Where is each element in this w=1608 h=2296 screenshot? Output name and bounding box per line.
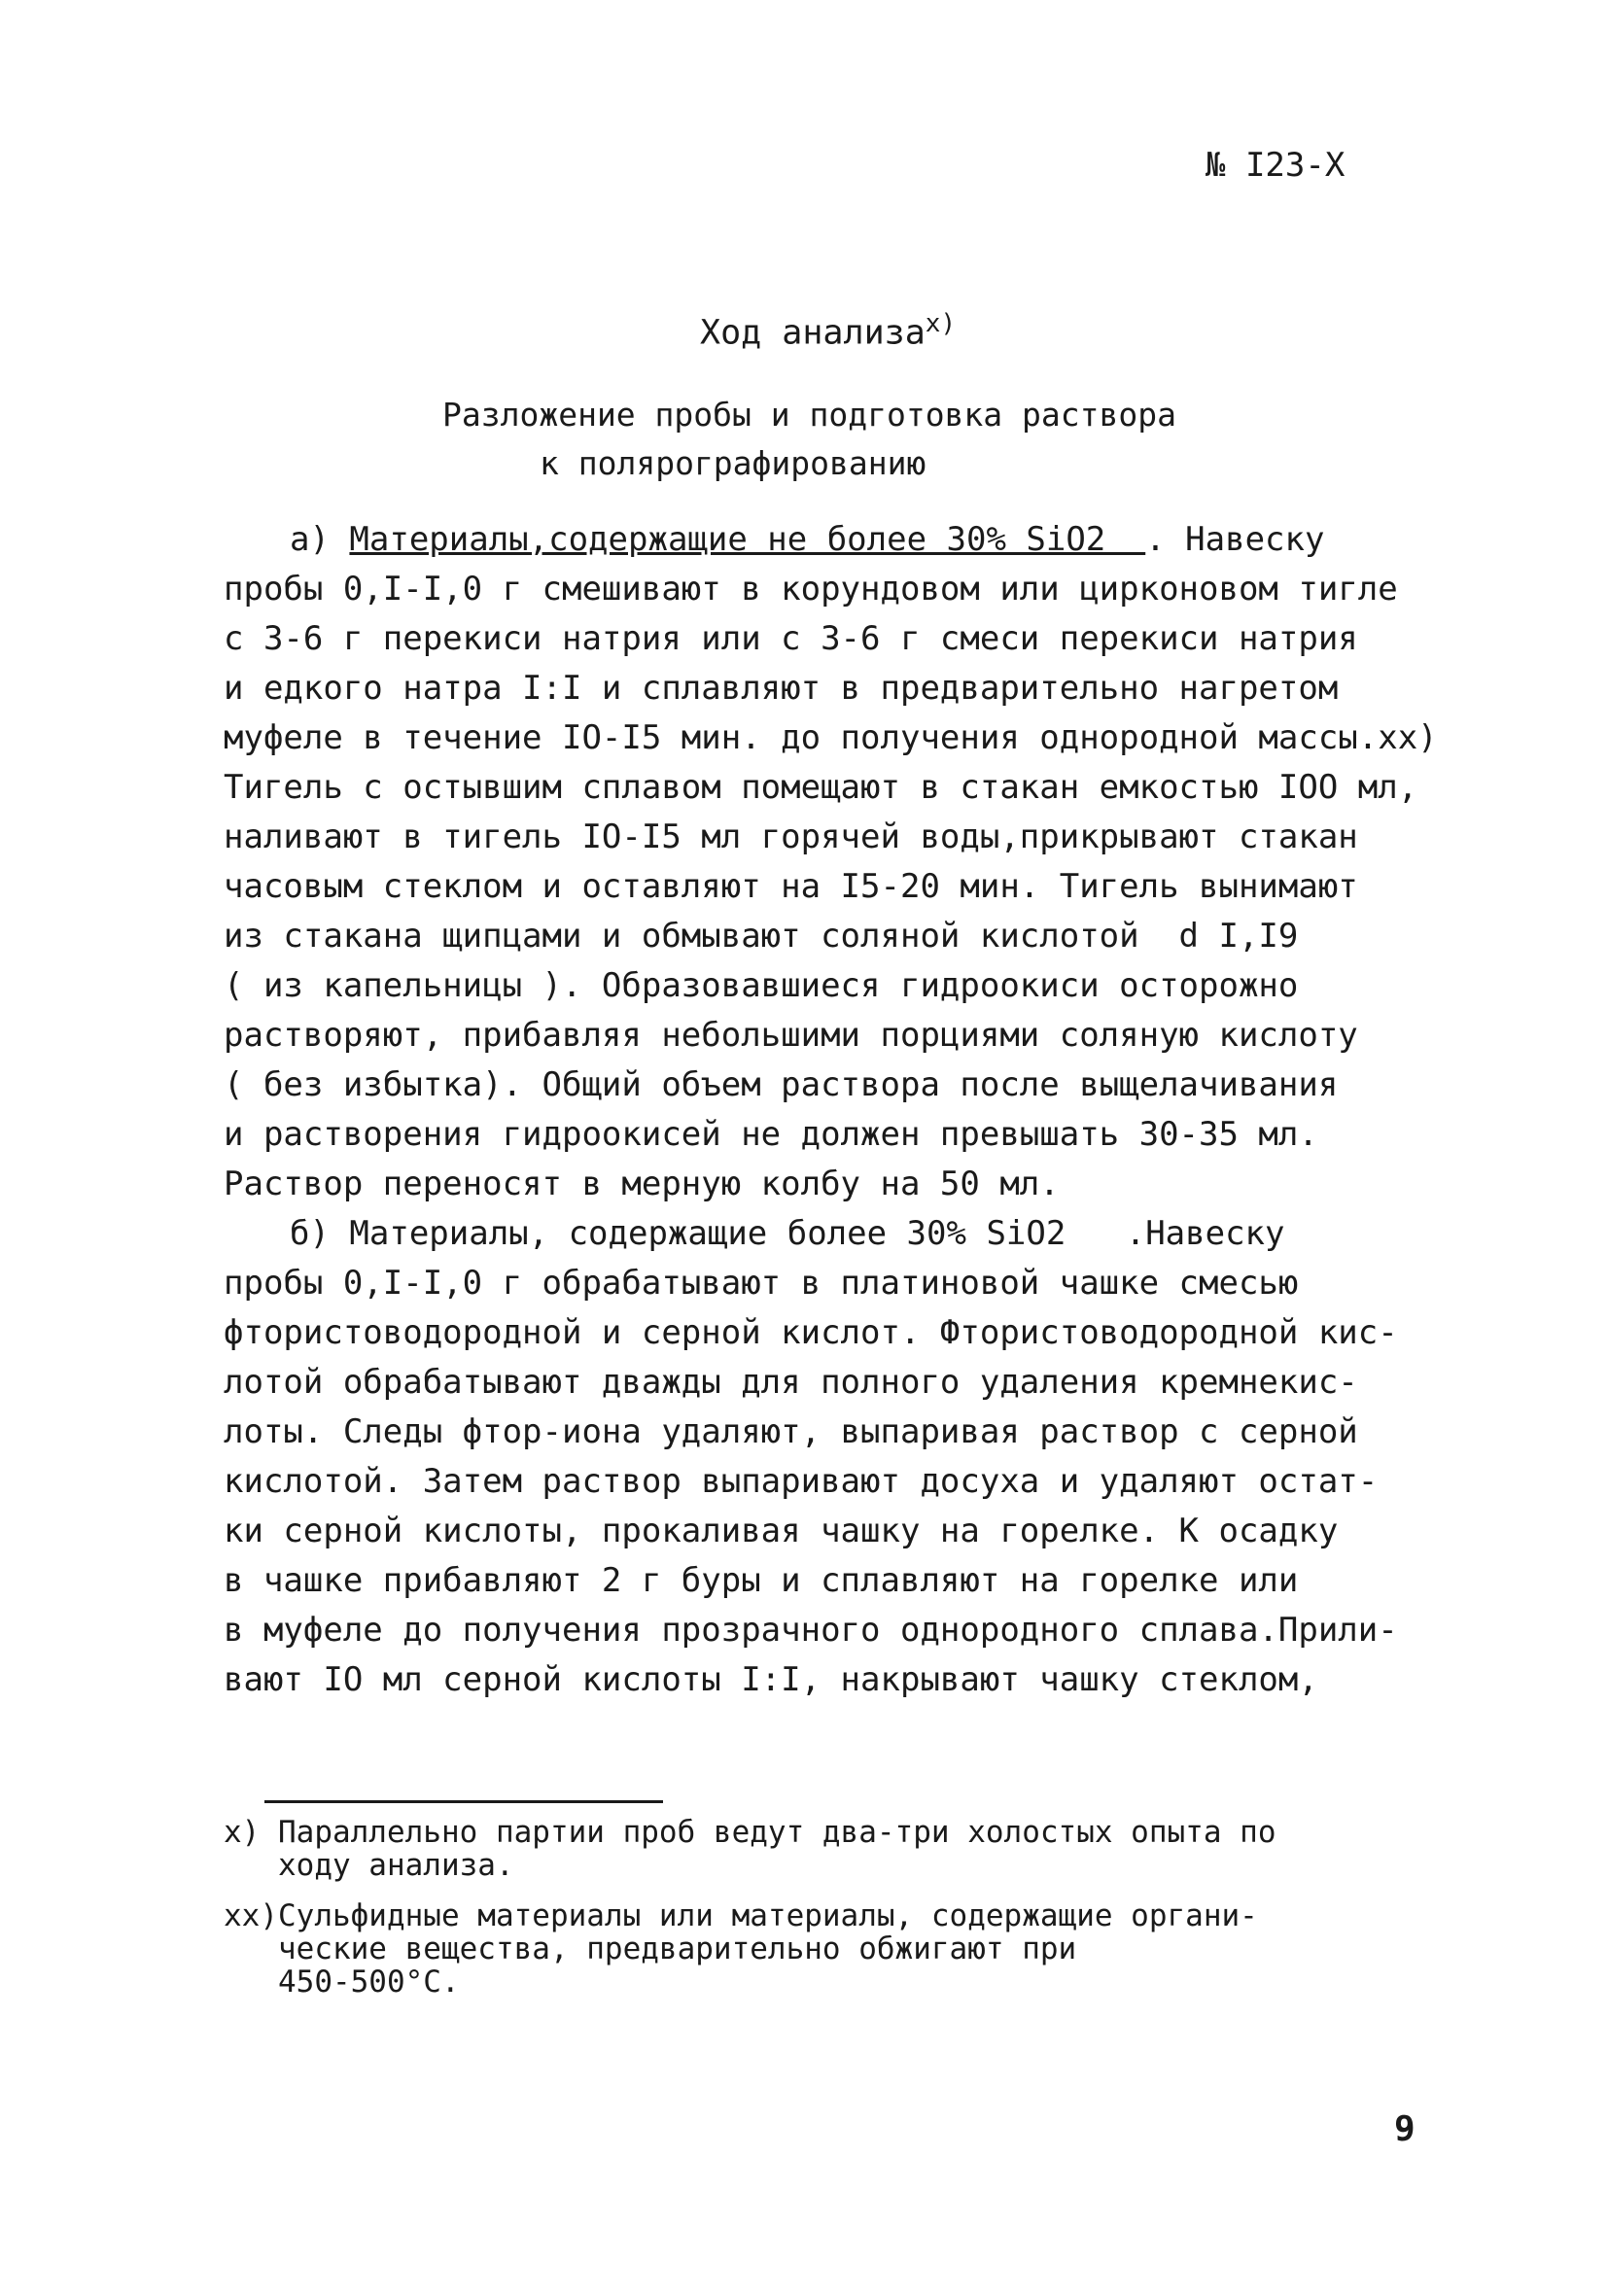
paragraph-b-line: фтористоводородной и серной кислот. Фтористоводородной кис- [224, 1313, 1398, 1352]
paragraph-a-line: наливают в тигель IO-I5 мл горячей воды,прикрывают стакан [224, 818, 1358, 856]
page-number: 9 [1394, 2109, 1416, 2149]
footnote-mark-x: x) [925, 309, 957, 338]
paragraph-b-line: лотой обрабатывают дважды для полного удаления кремнекис- [224, 1363, 1358, 1402]
footnote-line: xx)Сульфидные материалы или материалы, содержащие органи- [224, 1898, 1258, 1933]
paragraph-a-line: и растворения гидроокисей не должен превышать 30-35 мл. [224, 1115, 1318, 1154]
body-text [224, 515, 1449, 1705]
paragraph-b-line: ки серной кислоты, прокаливая чашку на горелке. К осадку [224, 1512, 1339, 1550]
paragraph-a-line: а) Материалы,содержащие не более 30% SiO2 . Навеску [290, 520, 1325, 559]
footnote-line: ходу анализа. [224, 1848, 514, 1883]
section-subtitle [442, 391, 1176, 488]
paragraph-a-line: часовым стеклом и оставляют на I5-20 мин. Тигель вынимают [224, 867, 1358, 906]
paragraph-a-line: растворяют, прибавляя небольшими порциями соляную кислоту [224, 1016, 1358, 1055]
footnotes [224, 1816, 1449, 2016]
paragraph-a-line: Тигель с остывшим сплавом помещают в стакан емкостью IOO мл, [224, 768, 1418, 807]
paragraph-a-line: пробы 0,I-I,0 г смешивают в корундовом или цирконовом тигле [224, 570, 1398, 609]
subtitle-line-1: Разложение пробы и подготовка раствора [442, 396, 1176, 434]
paragraph-a-line: муфеле в течение IO-I5 мин. до получения однородной массы.xx) [224, 718, 1438, 757]
paragraph-a-heading: Материалы,содержащие не более 30% SiO2 [349, 520, 1146, 559]
footnote-line: x) Параллельно партии проб ведут два-три холостых опыта по [224, 1815, 1276, 1850]
paragraph-b-line: лоты. Следы фтор-иона удаляют, выпаривая раствор с серной [224, 1412, 1358, 1451]
paragraph-b-line: пробы 0,I-I,0 г обрабатывают в платиновой чашке смесью [224, 1264, 1299, 1303]
paragraph-b-line: вают IO мл серной кислоты I:I, накрывают чашку стеклом, [224, 1660, 1318, 1699]
paragraph-a-line: ( из капельницы ). Образовавшиеся гидроокиси осторожно [224, 966, 1299, 1005]
paragraph-b-line: б) Материалы, содержащие более 30% SiO2 .Навеску [290, 1214, 1285, 1253]
footnote-x [224, 1816, 1449, 1882]
document-number: № I23-X [1206, 146, 1346, 185]
footnote-divider [264, 1800, 663, 1803]
footnote-xx [224, 1899, 1449, 1999]
footnote-line: 450-500°С. [224, 1965, 460, 2000]
paragraph-a-line: ( без избытка). Общий объем раствора после выщелачивания [224, 1065, 1339, 1104]
paragraph-a-line: с 3-6 г перекиси натрия или с 3-6 г смеси перекиси натрия [224, 619, 1358, 658]
subtitle-line-2: к полярографированию [540, 444, 926, 482]
paragraph-a-line: Раствор переносят в мерную колбу на 50 мл. [224, 1165, 1060, 1203]
footnote-line: ческие вещества, предварительно обжигают при [224, 1931, 1077, 1966]
section-title-text: Ход анализа [700, 313, 926, 353]
paragraph-a-line: и едкого натра I:I и сплавляют в предварительно нагретом [224, 669, 1339, 708]
paragraph-b-line: в чашке прибавляют 2 г буры и сплавляют на горелке или [224, 1561, 1299, 1600]
paragraph-b-line: в муфеле до получения прозрачного однородного сплава.Прили- [224, 1611, 1398, 1650]
paragraph-a-line: из стакана щипцами и обмывают соляной кислотой d I,I9 [224, 917, 1299, 956]
section-title [700, 309, 956, 353]
paragraph-b-line: кислотой. Затем раствор выпаривают досуха и удаляют остат- [224, 1462, 1379, 1501]
